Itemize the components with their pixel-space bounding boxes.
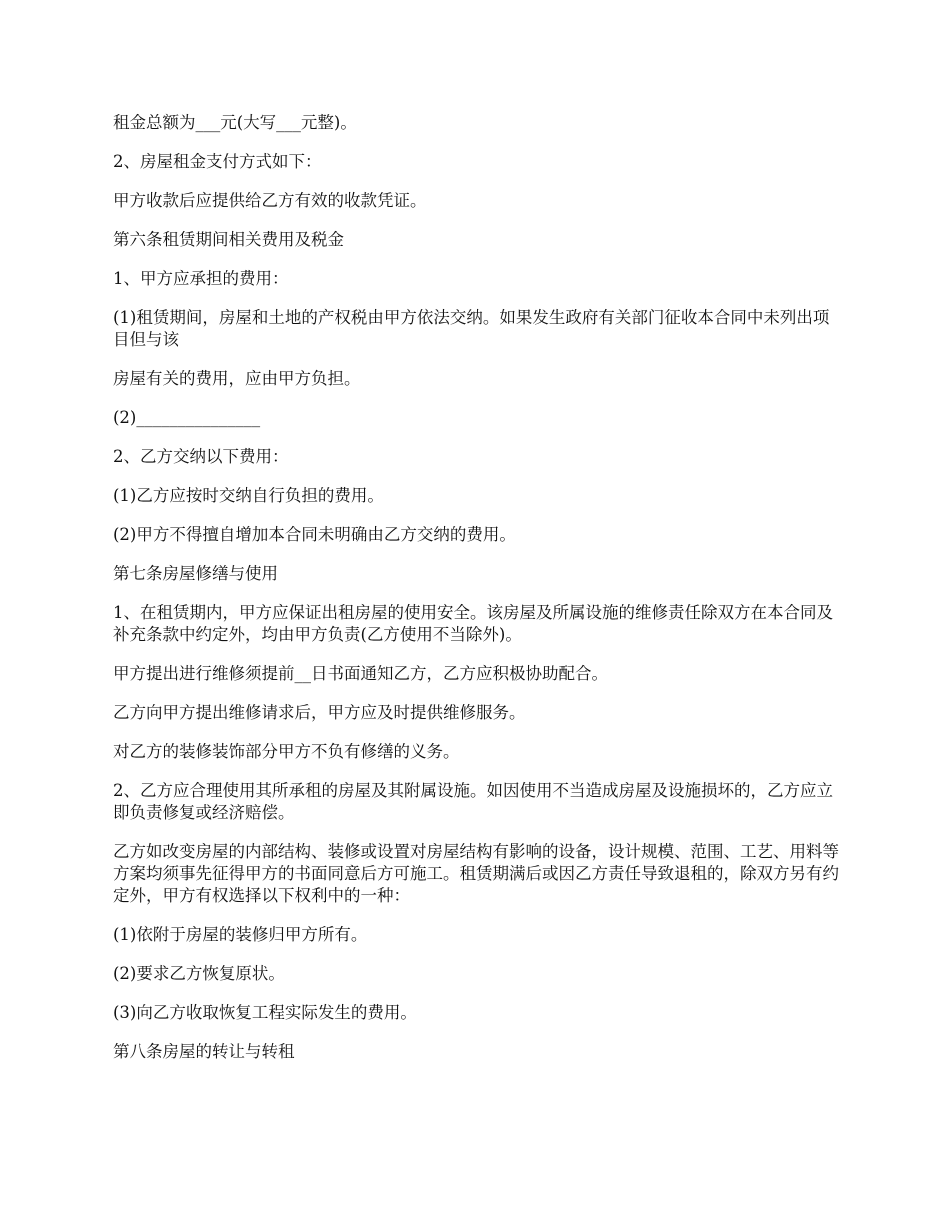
paragraph-maintenance-notice: 甲方提出进行维修须提前__日书面通知乙方，乙方应积极协助配合。 — [113, 664, 608, 683]
paragraph-related-fees: 房屋有关的费用，应由甲方负担。 — [113, 369, 361, 388]
paragraph-party-b-pay: (1)乙方应按时交纳自行负担的费用。 — [113, 486, 384, 505]
heading-article-6: 第六条租赁期间相关费用及税金 — [113, 230, 344, 249]
paragraph-rent-total: 租金总额为___元(大写___元整)。 — [113, 113, 357, 132]
document-page — [113, 112, 843, 1080]
paragraph-blank-item: (2)_______________ — [113, 408, 261, 427]
paragraph-proper-use: 2、乙方应合理使用其所承租的房屋及其附属设施。如因使用不当造成房屋及设施损坏的，乙方应立即负责修复或经济赔偿。 — [113, 781, 833, 822]
paragraph-party-b-fees: 2、乙方交纳以下费用： — [113, 447, 289, 466]
paragraph-payment-method: 2、房屋租金支付方式如下： — [113, 152, 322, 171]
paragraph-option-1: (1)依附于房屋的装修归甲方所有。 — [113, 925, 368, 944]
paragraph-safety-maintenance: 1、在租赁期内，甲方应保证出租房屋的使用安全。该房屋及所属设施的维修责任除双方在本合同及补充条款中约定外，均由甲方负责(乙方使用不当除外)。 — [113, 603, 833, 644]
paragraph-option-2: (2)要求乙方恢复原状。 — [113, 964, 285, 983]
heading-article-8: 第八条房屋的转让与转租 — [113, 1042, 295, 1061]
paragraph-no-extra-fees: (2)甲方不得擅自增加本合同未明确由乙方交纳的费用。 — [113, 525, 516, 544]
paragraph-option-3: (3)向乙方收取恢复工程实际发生的费用。 — [113, 1003, 417, 1022]
heading-article-7: 第七条房屋修缮与使用 — [113, 564, 278, 583]
paragraph-structure-change: 乙方如改变房屋的内部结构、装修或设置对房屋结构有影响的设备，设计规模、范围、工艺、用料等方案均须事先征得甲方的书面同意后方可施工。租赁期满后或因乙方责任导致退租的，除双方另有约定外，甲方有权选择以下权利中的一种： — [113, 842, 839, 905]
paragraph-decoration-repair: 对乙方的装修装饰部分甲方不负有修缮的义务。 — [113, 742, 460, 761]
paragraph-maintenance-service: 乙方向甲方提出维修请求后，甲方应及时提供维修服务。 — [113, 703, 526, 722]
paragraph-property-tax: (1)租赁期间，房屋和土地的产权税由甲方依法交纳。如果发生政府有关部门征收本合同中未列出项目但与该 — [113, 308, 830, 349]
paragraph-receipt: 甲方收款后应提供给乙方有效的收款凭证。 — [113, 191, 427, 210]
paragraph-party-a-fees: 1、甲方应承担的费用： — [113, 269, 289, 288]
